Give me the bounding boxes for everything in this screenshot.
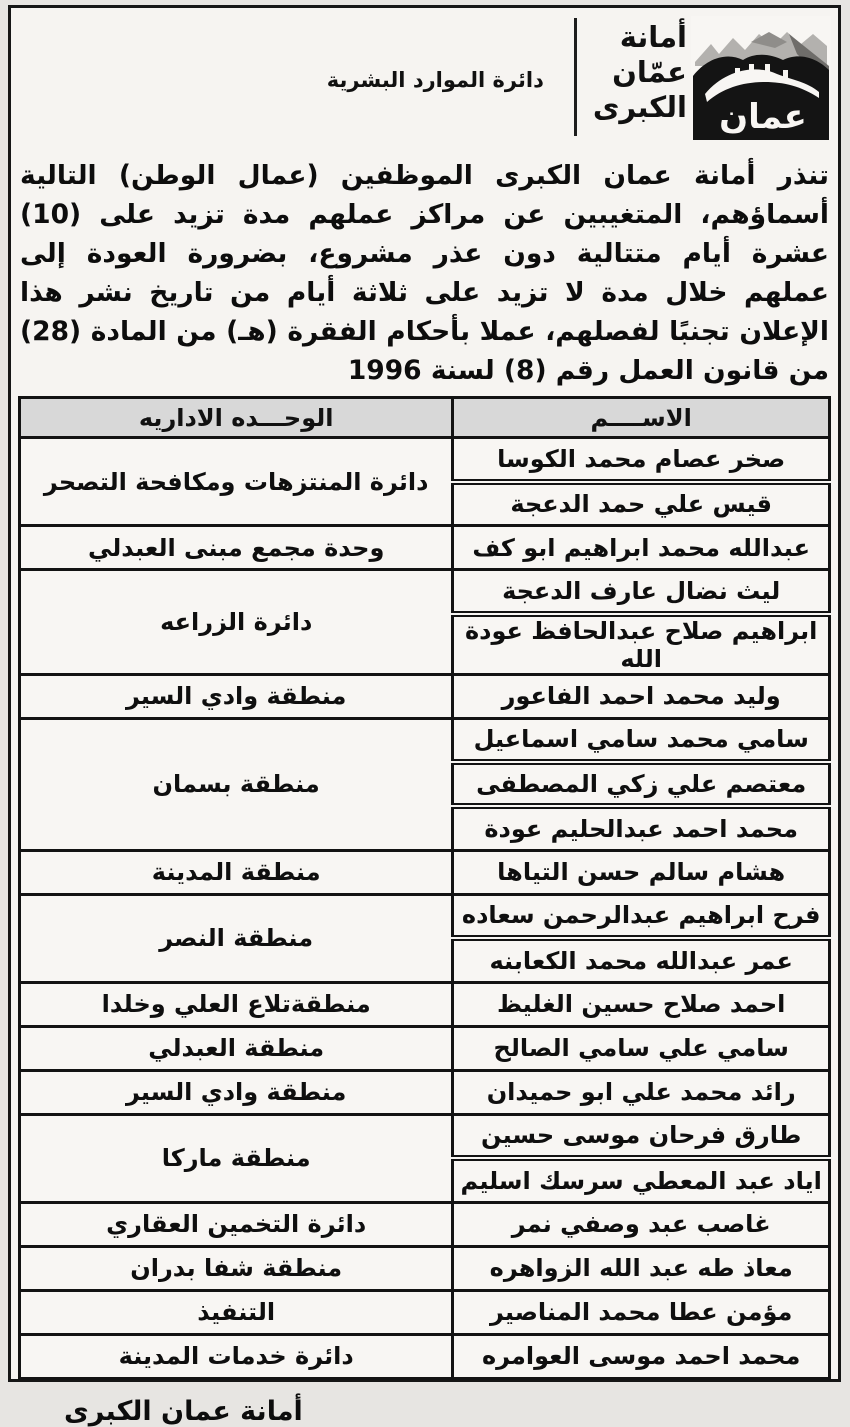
table-row xyxy=(20,1114,830,1158)
table-row xyxy=(20,718,830,762)
employee-name-cell: رائد محمد علي ابو حميدان xyxy=(453,1070,830,1114)
table-row xyxy=(20,1026,830,1070)
table-row xyxy=(20,894,830,938)
department-name: دائرة الموارد البشرية xyxy=(326,68,544,92)
admin-unit-cell: منطقة العبدلي xyxy=(20,1026,453,1070)
admin-unit-cell: وحدة مجمع مبنى العبدلي xyxy=(20,526,453,570)
admin-unit-cell: منطقة المدينة xyxy=(20,850,453,894)
table-row xyxy=(20,1334,830,1378)
admin-unit-cell: منطقة ماركا xyxy=(20,1114,453,1202)
table-row xyxy=(20,526,830,570)
notice-page xyxy=(8,5,841,1427)
org-name-line3: الكبرى xyxy=(592,90,687,124)
employee-name-cell: محمد احمد موسى العوامره xyxy=(453,1334,830,1378)
employee-name-cell: معاذ طه عبد الله الزواهره xyxy=(453,1246,830,1290)
org-name xyxy=(577,20,691,125)
employee-name-cell: ابراهيم صلاح عبدالحافظ عودة الله xyxy=(453,614,830,675)
admin-unit-cell: منطقة شفا بدران xyxy=(20,1246,453,1290)
employee-name-cell: هشام سالم حسن التياها xyxy=(453,850,830,894)
employee-name-cell: وليد محمد احمد الفاعور xyxy=(453,674,830,718)
table-row xyxy=(20,1202,830,1246)
table-row xyxy=(20,1290,830,1334)
logo-wordmark-text: عمان xyxy=(719,97,807,137)
table-row xyxy=(20,1246,830,1290)
employee-name-cell: احمد صلاح حسين الغليظ xyxy=(453,982,830,1026)
table-row xyxy=(20,1070,830,1114)
org-name-line1: أمانة xyxy=(619,20,687,54)
amman-municipality-logo-icon xyxy=(691,16,831,140)
employee-name-cell: ليث نضال عارف الدعجة xyxy=(453,570,830,614)
employee-name-cell: اياد عبد المعطي سرسك اسليم xyxy=(453,1158,830,1202)
org-name-line2: عمّان xyxy=(612,55,687,89)
employee-name-cell: فرح ابراهيم عبدالرحمن سعاده xyxy=(453,894,830,938)
footer-signature: أمانة عمان الكبرى xyxy=(64,1395,303,1427)
employee-name-cell: صخر عصام محمد الكوسا xyxy=(453,438,830,482)
admin-unit-cell: دائرة خدمات المدينة xyxy=(20,1334,453,1378)
employee-name-cell: معتصم علي زكي المصطفى xyxy=(453,762,830,806)
employee-table-body xyxy=(20,438,830,1379)
admin-unit-cell: منطقةتلاع العلي وخلدا xyxy=(20,982,453,1026)
admin-unit-cell: منطقة وادي السير xyxy=(20,674,453,718)
employee-name-cell: مؤمن عطا محمد المناصير xyxy=(453,1290,830,1334)
employee-name-cell: عمر عبدالله محمد الكعابنه xyxy=(453,938,830,982)
employee-roster-table xyxy=(18,396,831,1380)
employee-name-cell: سامي محمد سامي اسماعيل xyxy=(453,718,830,762)
table-row xyxy=(20,674,830,718)
employee-name-cell: محمد احمد عبدالحليم عودة xyxy=(453,806,830,850)
employee-name-cell: قيس علي حمد الدعجة xyxy=(453,482,830,526)
table-row xyxy=(20,438,830,482)
admin-unit-cell: منطقة وادي السير xyxy=(20,1070,453,1114)
table-row xyxy=(20,982,830,1026)
employee-name-cell: غاصب عبد وصفي نمر xyxy=(453,1202,830,1246)
warning-notice-text: تنذر أمانة عمان الكبرى الموظفين (عمال الوطن) التالية أسماؤهم، المتغيبين عن مراكز عملهم مدة تزيد على (10) عشرة أيام متتالية دون عذر مشروع، بضرورة العودة إلى عملهم خلال مدة لا تزيد على ثلاثة أيام من تاريخ نشر هذا الإعلان تجنبًا لفصلهم، عملا بأحكام الفقرة (هـ) من المادة (28) من قانون العمل رقم (8) لسنة 1996 xyxy=(20,160,829,386)
name-column-header: الاســــم xyxy=(453,398,830,438)
unit-column-header: الوحـــده الاداريه xyxy=(20,398,453,438)
admin-unit-cell: دائرة التخمين العقاري xyxy=(20,1202,453,1246)
admin-unit-cell: دائرة المنتزهات ومكافحة التصحر xyxy=(20,438,453,526)
employee-name-cell: عبدالله محمد ابراهيم ابو كف xyxy=(453,526,830,570)
admin-unit-cell: دائرة الزراعه xyxy=(20,570,453,675)
admin-unit-cell: التنفيذ xyxy=(20,1290,453,1334)
employee-name-cell: سامي علي سامي الصالح xyxy=(453,1026,830,1070)
admin-unit-cell: منطقة النصر xyxy=(20,894,453,982)
page-header xyxy=(18,8,831,148)
table-row xyxy=(20,850,830,894)
admin-unit-cell: منطقة بسمان xyxy=(20,718,453,850)
table-row xyxy=(20,570,830,614)
table-header-row xyxy=(20,398,830,438)
header-divider xyxy=(574,18,577,136)
employee-name-cell: طارق فرحان موسى حسين xyxy=(453,1114,830,1158)
